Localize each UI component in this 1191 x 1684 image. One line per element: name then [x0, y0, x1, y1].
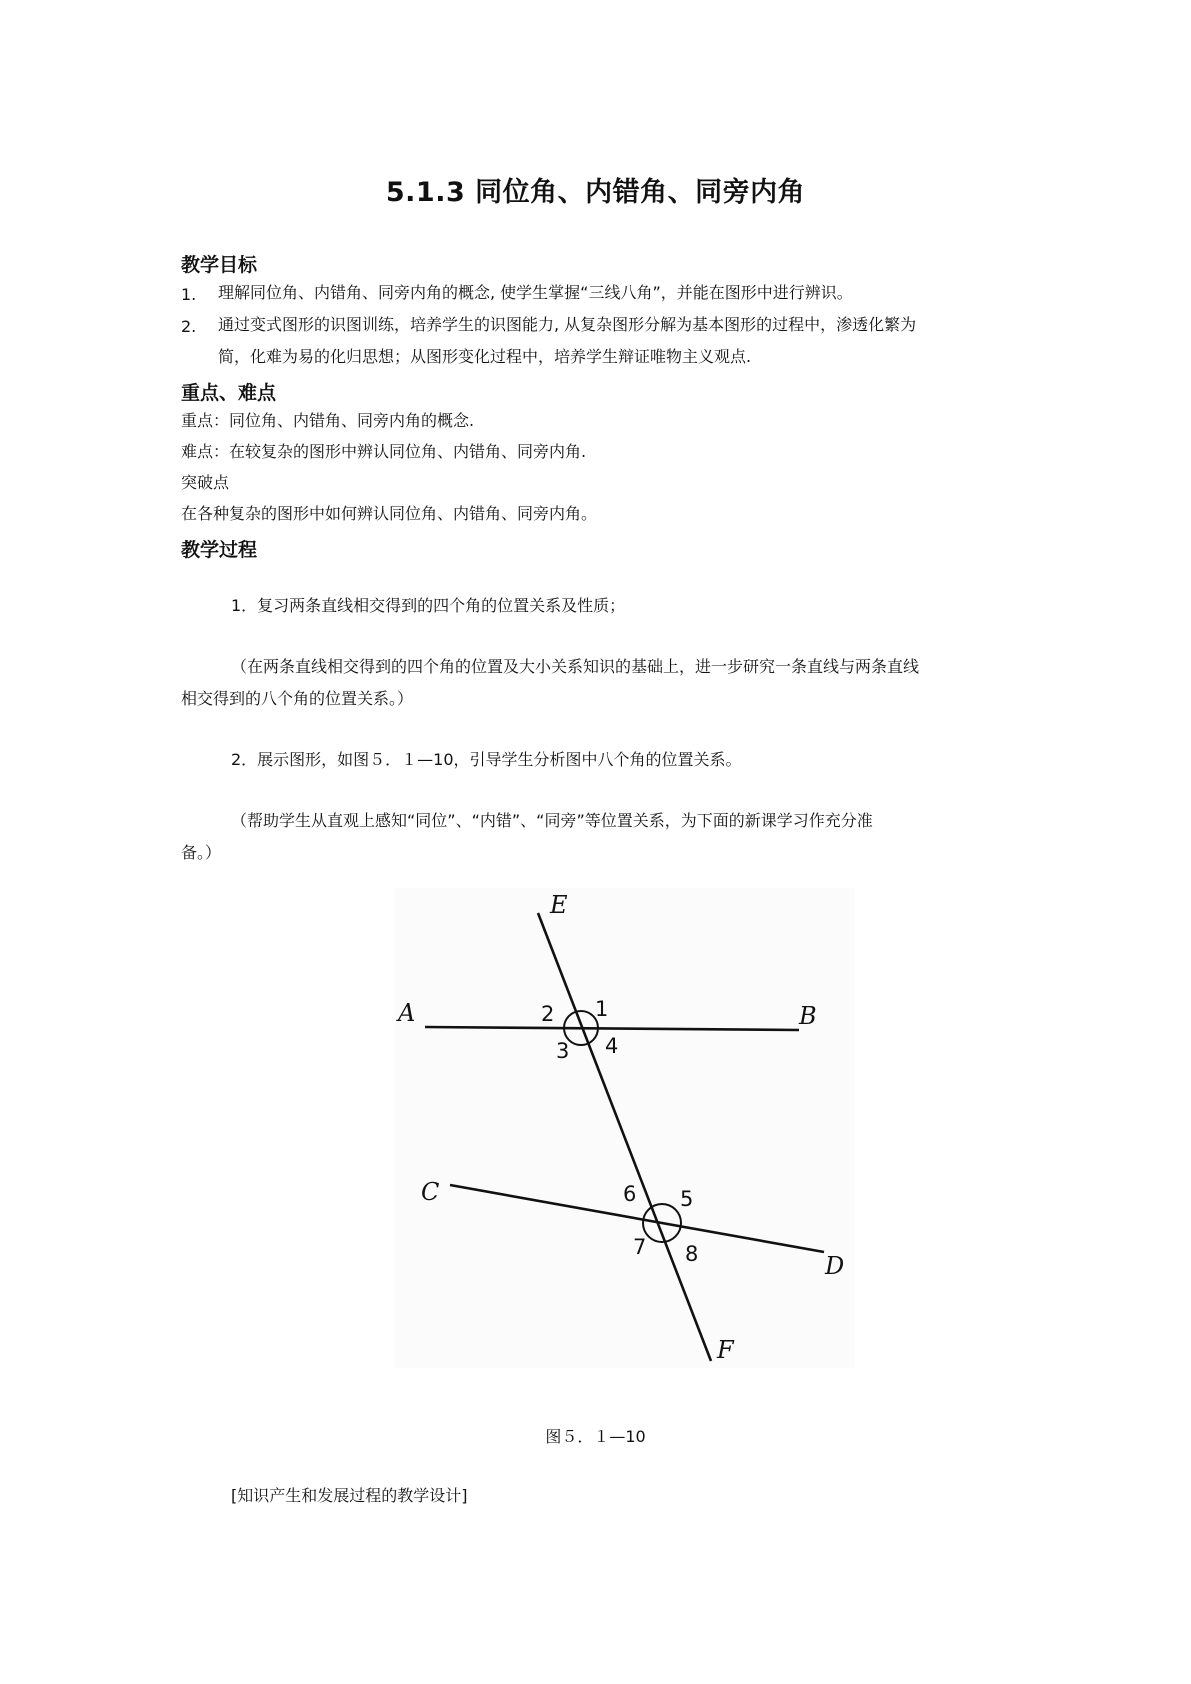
- key-points-heading: 重点、难点: [181, 382, 277, 404]
- footer-note: [知识产生和发展过程的教学设计]: [231, 1486, 468, 1505]
- point-label-a: A: [398, 999, 416, 1027]
- angle-label-3: 3: [556, 1039, 570, 1063]
- objective-1-text: 理解同位角、内错角、同旁内角的概念, 使学生掌握“三线八角”，并能在图形中进行辨识。: [218, 283, 853, 302]
- point-label-c: C: [421, 1178, 440, 1206]
- point-label-e: E: [550, 891, 568, 919]
- angle-label-7: 7: [633, 1235, 647, 1259]
- point-label-b: B: [799, 1002, 817, 1030]
- line-ab: [425, 1027, 799, 1030]
- transversal-line-ef: [538, 913, 711, 1361]
- breakthrough-label: 突破点: [181, 473, 230, 492]
- objective-2-text: 通过变式图形的识图训练，培养学生的识图能力, 从复杂图形分解为基本图形的过程中，渗透化繁为: [218, 315, 917, 334]
- geometry-figure: [395, 888, 855, 1368]
- angle-label-2: 2: [541, 1002, 555, 1026]
- process-heading: 教学过程: [181, 539, 258, 561]
- process-note-2: （帮助学生从直观上感知“同位”、“内错”、“同旁”等位置关系，为下面的新课学习作充分准: [231, 811, 873, 830]
- objective-1-number: 1.: [181, 285, 197, 304]
- objective-2-text-cont: 简，化难为易的化归思想；从图形变化过程中，培养学生辩证唯物主义观点.: [218, 347, 752, 366]
- point-label-d: D: [825, 1252, 845, 1280]
- process-note-2-cont: 备。）: [181, 843, 222, 862]
- angle-label-8: 8: [685, 1242, 699, 1266]
- objective-2-number: 2.: [181, 317, 197, 336]
- page-title: 5.1.3 同位角、内错角、同旁内角: [385, 177, 806, 208]
- angle-label-6: 6: [623, 1182, 637, 1206]
- three-lines-eight-angles-diagram: [395, 888, 855, 1368]
- angle-label-1: 1: [595, 997, 609, 1021]
- angle-label-5: 5: [680, 1187, 694, 1211]
- breakthrough-text: 在各种复杂的图形中如何辨认同位角、内错角、同旁内角。: [181, 504, 598, 523]
- process-step-1: 1．复习两条直线相交得到的四个角的位置关系及性质；: [231, 596, 626, 615]
- angle-label-4: 4: [605, 1034, 619, 1058]
- process-note-1: （在两条直线相交得到的四个角的位置及大小关系知识的基础上，进一步研究一条直线与两条直线: [231, 657, 920, 676]
- focus-text: 重点：同位角、内错角、同旁内角的概念.: [181, 411, 475, 430]
- objectives-heading: 教学目标: [181, 254, 258, 276]
- process-note-1-cont: 相交得到的八个角的位置关系。）: [181, 689, 414, 708]
- difficulty-text: 难点：在较复杂的图形中辨认同位角、内错角、同旁内角.: [181, 442, 587, 461]
- figure-caption: 图５．１—10: [545, 1427, 646, 1446]
- process-step-2: 2．展示图形，如图５．１—10，引导学生分析图中八个角的位置关系。: [231, 750, 742, 769]
- point-label-f: F: [717, 1336, 734, 1364]
